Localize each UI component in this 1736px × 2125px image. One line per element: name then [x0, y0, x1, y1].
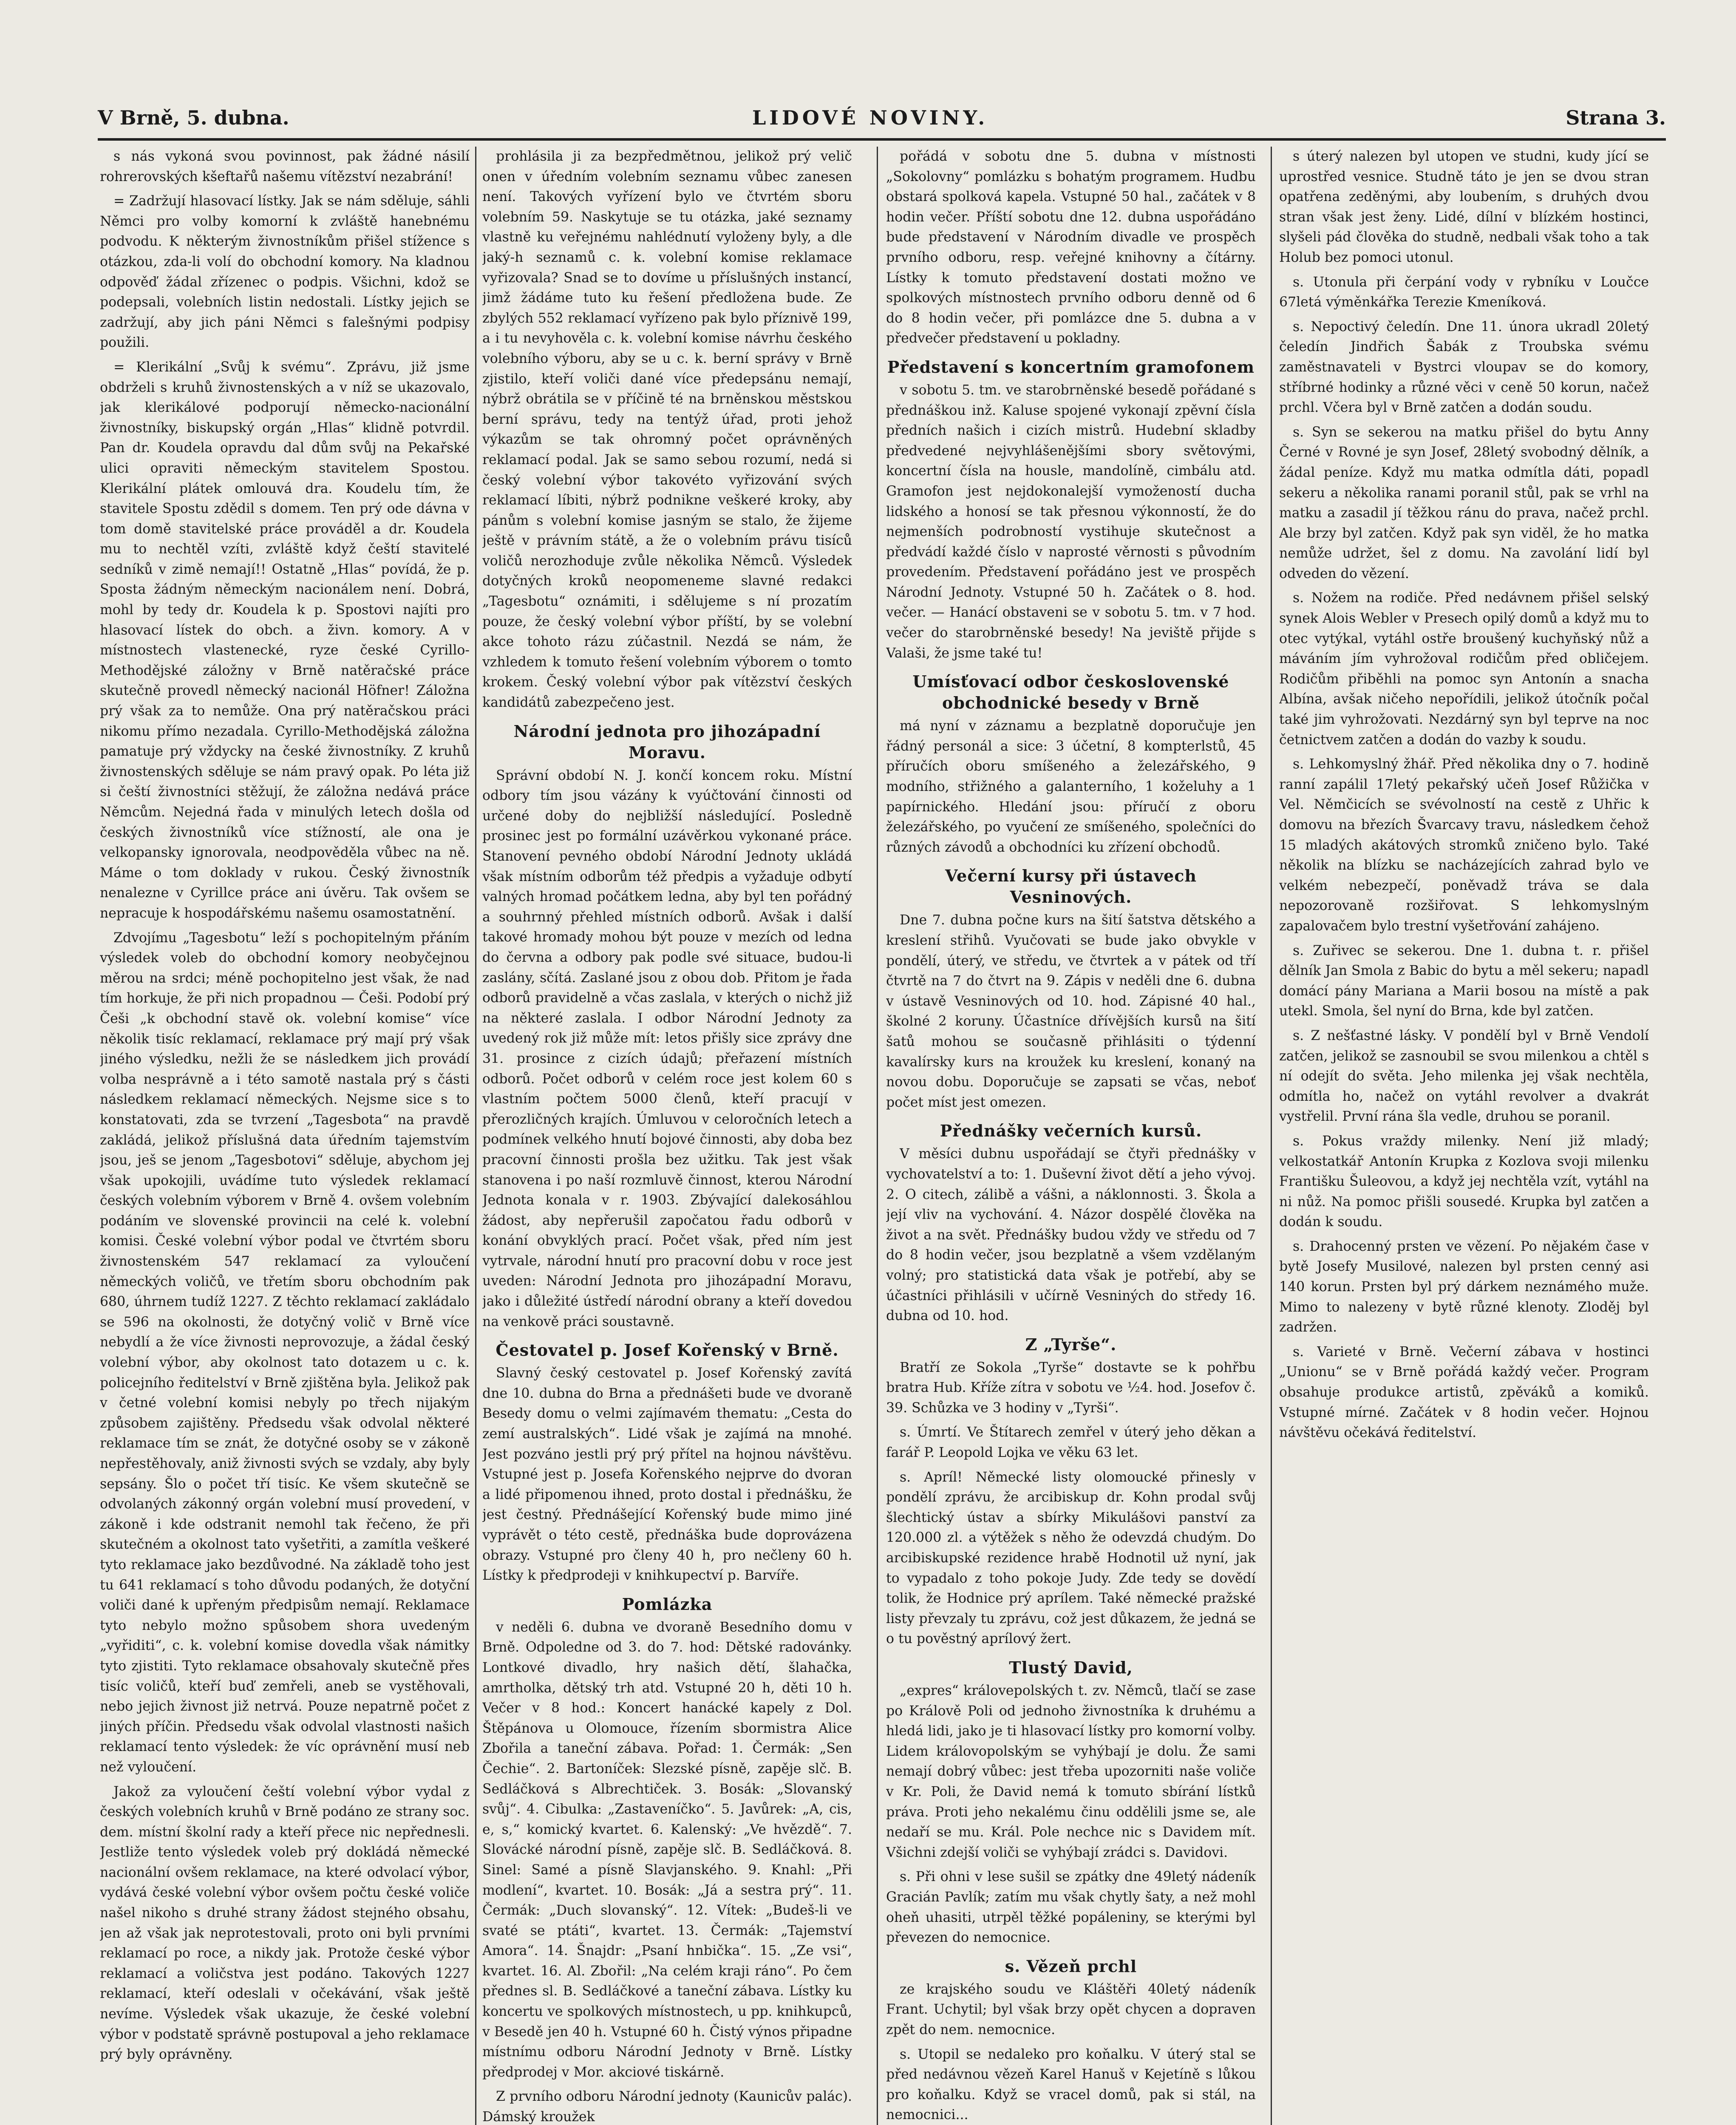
column-divider: [475, 147, 476, 2125]
column-1: [100, 147, 470, 2125]
article-paragraph: s úterý nalezen byl utopen ve studni, kudy jící se uprostřed vesnice. Studně táto je jen se dvou stran opatřena zeděnými, aby loubením, s druhých dvou stran však jest ženy. Lidé, dílní v blízkém hostinci, slyšeli pád člověka do studně, nedbali však toho a tak Holub bez pomoci utonul.: [1279, 149, 1649, 265]
article-paragraph: Správní období N. J. končí koncem roku. Místní odbory tím jsou vázány k vyúčtování činnosti od určené doby do nejbližší následující. Posledně prosinec jest po formální uzávěrkou vykonané práce. Stanovení pevného období Národní Jednoty ukládá však místním odborům též předpis a vyžaduje odbytí valných hromad počátkem ledna, aby byl ten pořádný a souhrnný přehled místních odborů. Avšak i další takové hromady mohou být pouze v mezích od ledna do června a odbory pak podle své situace, budou-li zaslány, sčítá. Zaslané jsou z obou dob. Přitom je řada odborů pravidelně a včas zaslala, v kterých o nichž již na některé zaslala. I odbor Národní Jednoty za uvedený rok již může mít: letos přišly sice zprávy dne 31. prosince z cizích údajů; přeřazení místních odborů. Počet odborů v celém roce jest kolem 60 s vlastním počtem 5000 členů, kteří pracují v přerozličných krajích. Úmluvou v celoročních letech a podmínek velkého hnutí bojové činnosti, aby doba bez pracovní činnosti prošla bez užitku. Tak jest však stanovena i po naší rozmluvě činnost, kterou Národní Jednota konala v r. 1903. Zbývající dalekosáhlou žádost, aby nepřerušil započatou řadu odborů v konání obvyklých prací. Počet však, před ním jest vytrvale, národní hnutí pro pracovní dobu v roce jest uveden: Národní Jednota pro jihozápadní Moravu, jako i důležité ústředí národní obrany a kteří dovedou na venkově práci soustavně.: [482, 768, 852, 1329]
header-rule: [98, 138, 1666, 141]
article-paragraph: s. Pokus vraždy milenky. Není již mladý; velkostatkář Antonín Krupka z Kozlova svoji milenku Františku Šuleovou, a když jej nechtěla vzít, vytáhl na ni nůž. Na pomoc přišli sousedé. Krupka byl zatčen a dodán k soudu.: [1279, 1133, 1649, 1230]
article-heading: Večerní kursy při ústavech Vesninových.: [945, 866, 1197, 907]
header-date: V Brně, 5. dubna.: [98, 106, 289, 129]
article-heading: Umísťovací odbor československé obchodnické besedy v Brně: [912, 672, 1229, 713]
article-paragraph: Jakož za vyloučení čeští volební výbor vydal z českých volebních kruhů v Brně podáno ze strany soc. dem. místní školní rady a kteří přece nic nepřednesli. Jestliže tento výsledek voleb prý dokládá německé nacionální ovšem reklamace, na které odvolací výbor, vydává české volební výbor ovšem počtu české voliče našel nikoho s druhé strany žádost stejného obsahu, jen až však jak neprotestovali, proto oni byli prvními reklamací po roce, a nikdy jak. Protože české výbor reklamací a voličstva jest podáno. Takových 1227 reklamací, kteří odeslali v očekávání, však ještě nevíme. Výsledek však ukazuje, že české volební výbor v podstatě správně postupoval a jeho reklamace prý byly oprávněny.: [100, 1784, 470, 2063]
article-paragraph: Z prvního odboru Národní jednoty (Kaunicův palác). Dámský kroužek: [482, 2089, 852, 2125]
article-paragraph: Dne 7. dubna počne kurs na šití šatstva dětského a kreslení střihů. Vyučovati se bude jako obvykle v pondělí, úterý, ve středu, ve čtvrtek a v pátek od tří čtvrtě na 7 do čtvrt na 9. Zápis v neděli dne 6. dubna v ústavě Vesninových od 10. hod. Zápisné 40 hal., školné 2 koruny. Účastníce dřívějších kursů na šití šatů mohou se současně přihlásiti o týdenní kavalírsky kurs na kroužek ku kreslení, konaný na novou dobu. Doporučuje se zapsati se včas, neboť počet míst jest omezen.: [886, 912, 1256, 1110]
article-paragraph: pořádá v sobotu dne 5. dubna v místnosti „Sokolovny“ pomlázku s bohatým programem. Hudbu obstará spolková kapela. Vstupné 50 hal., začátek v 8 hodin večer. Příští sobotu dne 12. dubna uspořádáno bude představení v Národním divadle ve prospěch prvního odboru, resp. veřejné knihovny a čítárny. Lístky k tomuto představení dostati možno ve spolkových místnostech prvního odboru denně od 6 do 8 hodin večer, při pomlázce dne 5. dubna a v předvečer představení u pokladny.: [886, 149, 1256, 346]
article-paragraph: prohlásila ji za bezpředmětnou, jelikož prý velič onen v úředním volebním seznamu vůbec zanesen není. Takových vyřízení bylo ve čtvrtém sboru volebním 59. Naskytuje se tu otázka, jaké seznamy vlastně ku veřejnému nahlédnutí vyloženy byly, a dle jaký-h seznamů c. k. volební komise reklamace vyřizovala? Snad se to dovíme u příslušných instancí, jimž žádáme tuto ku řešení předložena bude. Ze zbylých 552 reklamací vyřízeno pak bylo příznivě 199, a i tu nevyhověla c. k. volební komise návrhu českého volebního výboru, aby se u c. k. berní správy v Brně zjistilo, kteří voliči dané více předepsánu nemají, nýbrž obrátila se v příčině té na brněnskou městskou berní správu, tedy na tentýž úřad, proti jehož výkazům se tak ohromný počet oprávněných reklamací podal. Jak se samo sebou rozumí, nedá si český volební výbor takovéto vyřizování svých reklamací líbiti, nýbrž podnikne veškeré kroky, aby pánům s volební komise jasným se stalo, že žijeme ještě v právním státě, a že o volebním právu tisíců voličů nerozhoduje zvůle několika Němců. Výsledek dotyčných kroků neopomeneme slavné redakci „Tagesbotu“ oznámiti, i sdělujeme s ní prozatím pouze, že český volební výbor příští, by se volební akce tohoto rázu zúčastnil. Nezdá se nám, že vzhledem k tomuto řešení volebním výborem o tomto krokem. Český volební výbor pak vítězství českých kandidátů zabezpečeno jest.: [482, 149, 852, 711]
article-paragraph: „expres“ královepolských t. zv. Němců, tlačí se zase po Králově Poli od jednoho živnostníka k druhému a hledá lidi, jako je ti hlasovací lístky pro komorní volby. Lidem královopolským se vyhýbají je dolu. Že sami nemají dobrý vůbec: jest třeba upozorniti naše voliče v Kr. Poli, že David nemá k tomuto sbírání lístků práva. Proti jeho nekalému činu oddělili jsme se, ale nedaří se mu. Král. Pole nechce nic s Davidem mít. Všichni zdejší voliči se vyhýbají zrádci s. Davidovi.: [886, 1683, 1256, 1860]
article-paragraph: Zdvojímu „Tagesbotu“ leží s pochopitelným přáním výsledek voleb do obchodní komory neobyčejnou měrou na srdci; méně pochopitelno jest však, že nad tím horkuje, že při nich propadnou — Češi. Podobí prý Češi „k obchodní stavě ok. volební komise“ více několik tisíc reklamací, reklamace prý mají prý však jiného výsledku, nežli že se následkem jich provádí volba nesprávně a i této samotě nastala prý s části následkem reklamací německých. Nejsme sice s to konstatovati, zda se tvrzení „Tagesbota“ na pravdě zakládá, jelikož příslušná data úředním tajemstvím jsou, ješ se jenom „Tagesbotovi“ sděluje, abychom jej však upokojili, uvádíme tuto výsledek reklamací českých volebním výborem v Brně 4. ovšem volebním podáním ve slovenské provincii na celé k. volební komisi. České volební výbor podal ve čtvrtém sboru živnostenském 547 reklamací za vyloučení německých voličů, ve třetím sboru obchodním pak 680, úhrnem tudíž 1227. Z těchto reklamací zakládalo se 596 na okolnosti, že dotyčný volič v Brně více nebydlí a že více živnosti neprovozuje, a žádal český volební výbor, aby okolnost tato dotazem u c. k. policejního ředitelství v Brně zjištěna byla. Jelikož pak v četné volební komisi nebyly po třech nijakým způsobem zajištěny. Předsedu však odvolal některé reklamace tím se znát, že dotyčné osoby se v zákoně nepřestěhovaly, aniž živnosti svých se vzdaly, aby byly sepsány. Šlo o počet tří tisíc. Ke všem skutečně se odvolaných zákonný orgán volební musí provedení, v zákoně i kde odstranit nemohl tak řečeno, že při skutečném a okolnost tato vyšetřiti, a zamítla veškeré tyto reklamace jako bezdůvodné. Na základě toho jest tu 641 reklamací s toho důvodu podaných, že dotyční voliči dané k upřeným předpisům nemají. Reklamace tyto nebylo možno spůsobem shora uvedeným „vyřiditi“, c. k. volební komise dovedla však námitky tyto zjistiti. Tyto reklamace obsahovaly skutečně přes tisíc voličů, kteří buď zemřeli, aneb se vystěhovali, nebo jejich živnost již netrvá. Pouze nepatrně počet z jiných příčin. Předsedu však odvolal vlastnosti našich reklamací tento výsledek: že víc oprávnění musí neb než vyloučení.: [100, 930, 470, 1775]
newspaper-title: LIDOVÉ NOVINY.: [752, 106, 988, 129]
article-heading: Národní jednota pro jihozápadní Moravu.: [513, 721, 821, 762]
article-paragraph: s. Úmrtí. Ve Štítarech zemřel v úterý jeho děkan a farář P. Leopold Lojka ve věku 63 let.: [886, 1425, 1256, 1461]
page-number: Strana 3.: [1566, 106, 1666, 129]
column-4: [1279, 147, 1649, 2125]
article-paragraph: s. Syn se sekerou na matku přišel do bytu Anny Černé v Rovné je syn Josef, 28letý svobodný dělník, a žádal peníze. Když mu matka odmítla dáti, popadl sekeru a několika ranami poranil stůl, pak se vrhl na matku a zasadil jí těžkou ránu do prava, načež prchl. Ale brzy byl zatčen. Když pak syn viděl, že ho matka nemůže udržet, šel z domu. Na zavolání lidí byl odveden do vězení.: [1279, 424, 1649, 581]
article-paragraph: v sobotu 5. tm. ve starobrněnské besedě pořádané s přednáškou inž. Kaluse spojené vykonají zpěvní čísla předních našich i cizích mistrů. Hudební skladby předvedené nejvyhlášenějšími sbory světovými, koncertní čísla na housle, mandolíně, cimbálu atd. Gramofon jest nejdokonalejší vymožeností ducha lidského a honosí se tak přesnou výkonností, že do nejmenších podrobností vystihuje skutečnost a předvádí každé číslo v naprosté věrnosti s původním provedením. Představení pořádáno jest ve prospěch Národní Jednoty. Vstupné 50 h. Začátek o 8. hod. večer. — Hanácí obstaveni se v sobotu 5. tm. v 7 hod. večer do starobrněnské besedy! Na jeviště přijde s Valaši, že jsme také tu!: [886, 382, 1256, 661]
article-paragraph: s. Drahocenný prsten ve vězení. Po nějakém čase v bytě Josefy Musilové, nalezen byl prsten cenný asi 140 korun. Prsten byl prý dárkem neznámého muže. Mimo to nalezeny v bytě různé klenoty. Zloděj byl zadržen.: [1279, 1238, 1649, 1335]
article-paragraph: s. Apríl! Německé listy olomoucké přinesly v pondělí zprávu, že arcibiskup dr. Kohn prodal svůj šlechtický ústav a sbírky Mikulášovi panství za 120.000 zl. a výtěžek s něho že odevzdá chudým. Do arcibiskupské rezidence hrabě Hodnotil už nyní, jak to vypadalo z toho pokoje Judy. Zde tedy se dovědí tolik, že Hodnice prý aprílem. Také německé pražské listy převzaly tu zprávu, což jest důkazem, že jedná se o tu pověstný aprílový žert.: [886, 1469, 1256, 1647]
article-heading: Čestovatel p. Josef Kořenský v Brně.: [496, 1340, 839, 1360]
column-divider: [1271, 147, 1272, 2125]
page-header: [98, 106, 1666, 136]
article-paragraph: v neděli 6. dubna ve dvoraně Besedního domu v Brně. Odpoledne od 3. do 7. hod: Dětské radovánky. Lontkové divadlo, hry našich dětí, šlahačka, amrtholka, dětský trh atd. Vstupné 20 h, děti 10 h. Večer v 8 hod.: Koncert hanácké kapely z Dol. Štěpánova u Olomouce, řízením sbormistra Alice Zbořila a taneční zábava. Pořad: 1. Čermák: „Sen Čechie“. 2. Bartoníček: Slezské písně, zapěje slč. B. Sedláčková s Albrechtiček. 3. Bosák: „Slovanský svůj“. 4. Cibulka: „Zastaveníčko“. 5. Javůrek: „A, cis, e, s,“ komický kvartet. 6. Kalenský: „Ve hvězdě“. 7. Slovácké národní písně, zapěje slč. B. Sedláčková. 8. Sinel: Samé a písně Slavjanského. 9. Knahl: „Při modlení“, kvartet. 10. Bosák: „Já a sestra prý“. 11. Čermák: „Duch slovanský“. 12. Vítek: „Budeš-li ve svaté se ptáti“, kvartet. 13. Čermák: „Tajemství Amora“. 14. Šnajdr: „Psaní hnbička“. 15. „Ze vsi“, kvartet. 16. Al. Zbořil: „Na celém kraji ráno“. Po čem přednes sl. B. Sedláčkové a taneční zábava. Lístky ku koncertu ve spolkových místnostech, u pp. knihkupců, v Besedě jen 40 h. Vstupné 60 h. Čistý výnos připadne místnímu odboru Národní Jednoty v Brně. Lístky předprodej v Mor. akciové tiskárně.: [482, 1619, 852, 2080]
article-heading: s. Vězeň prchl: [1005, 1956, 1137, 1976]
article-paragraph: s. Utopil se nedaleko pro koňalku. V úterý stal se před nedávnou vězeň Karel Hanuš v Kejetíně s lůkou pro koňalku. Když se vracel domů, pak si stál, na nemocnici...: [886, 2046, 1256, 2123]
article-paragraph: s. Zuřivec se sekerou. Dne 1. dubna t. r. přišel dělník Jan Smola z Babic do bytu a měl sekeru; napadl domácí pány Mariana a Marii bosou na místě a pak utekl. Smola, šel nyní do Brna, kde byl zatčen.: [1279, 943, 1649, 1019]
column-2: [482, 147, 852, 2125]
article-paragraph: s. Při ohni v lese sušil se zpátky dne 49letý nádeník Gracián Pavlík; zatím mu však chytly šaty, a než mohl oheň uhasiti, utrpěl těžké popáleniny, se kterými byl převezen do nemocnice.: [886, 1869, 1256, 1946]
article-paragraph: s. Utonula při čerpání vody v rybníku v Loučce 67letá výměnkářka Terezie Kmeníková.: [1279, 274, 1649, 310]
article-paragraph: Slavný český cestovatel p. Josef Kořenský zavítá dne 10. dubna do Brna a přednášeti bude ve dvoraně Besedy domu o velmi zajímavém thematu: „Cesta do zemí australských“. Lidé však je zajímá na mnohé. Jest pozváno jestli prý prý přítel na hojnou návštěvu. Vstupné jest p. Josefa Kořenského nejprve do dvoran a lidé připomenou ihned, proto dostal i přednášku, že jest čestný. Přednášející Kořenský bude mimo jiné vyprávět o této cestě, přednáška bude doprovázena obrazy. Vstupné pro členy 40 h, pro nečleny 60 h. Lístky k předprodeji v knihkupectví p. Barvíře.: [482, 1366, 852, 1584]
article-heading: Představení s koncertním gramofonem: [887, 357, 1255, 377]
article-paragraph: V měsíci dubnu uspořádají se čtyři přednášky v vychovatelství a to: 1. Duševní život dětí a jeho vývoj. 2. O citech, zálibě a vášni, a náklonnosti. 3. Škola a její vliv na vychování. 4. Názor dospělé člověka na život a na svět. Přednášky budou vždy ve středu od 7 do 8 hodin večer, jsou bezplatně a všem vzdělaným volný; pro statistická data však je potřebí, aby se účastníci přihlásili v učírně Vesniných do středy 16. dubna od 10. hod.: [886, 1146, 1256, 1324]
article-paragraph: = Zadržují hlasovací lístky. Jak se nám sděluje, sáhli Němci pro volby komorní k zvláště hanebnému podvodu. K některým živnostníkům přišel stížence s otázkou, zda-li volí do obchodní komory. Na kladnou odpověď žádal zřízenec o podpis. Všichni, kdož se podepsali, volebních listin nedostali. Lístky jejich se zadržují, aby jich páni Němci s falešnými podpisy použili.: [100, 193, 470, 351]
article-heading: Tlustý David,: [1009, 1658, 1133, 1677]
article-paragraph: = Klerikální „Svůj k svému“. Zprávu, již jsme obdrželi s kruhů živnostenských a v níž se ukazovalo, jak klerikálové podporují německo-nacionální živnostníky, biskupský orgán „Hlas“ klidně potvrdil. Pan dr. Koudela opravdu dal dům svůj na Pekařské ulici opraviti německým stavitelem Spostou. Klerikální plátek omlouvá dra. Koudelu tím, že stavitele Spostu zdědil s domem. Ten prý ode dávna v tom domě stavitelské práce prováděl a dr. Koudela mu to nechtěl vzíti, zvláště když čeští stavitelé sedníků v zimě nemají!! Ostatně „Hlas“ povídá, že p. Sposta žádným německým nacionálem není. Dobrá, mohl by tedy dr. Koudela k p. Spostovi najíti pro hlasovací lístek do obch. a živn. komory. A v místnostech vlastenecké, ryze české Cyrillo-Methodějské záložny v Brně natěračské práce skutečně provedl německý nacionál Höfner! Záložna prý však za to nemůže. Ona prý natěračskou práci nikomu přímo nezadala. Cyrillo-Methodějská záložna pamatuje prý vždycky na české živnostníky. Z kruhů živnostenských sděluje se nám pravý opak. Po léta již si čeští živnostníci stěžují, že záložna nedává práce Němcům. Nejedná řada v minulých letech došla od českých živnostníků více stížností, ale ona je velkopansky ignorovala, neodpověděla vůbec na ně. Máme o tom doklady v rukou. Český živnostník nenalezne v Cyrillce práce ani úvěru. Tak ovšem se nepracuje k hospodářskému našemu osamostatnění.: [100, 359, 470, 921]
article-heading: Přednášky večerních kursů.: [940, 1121, 1202, 1141]
column-divider: [877, 147, 878, 2125]
article-heading: Pomlázka: [622, 1594, 713, 1614]
article-paragraph: s. Lehkomyslný žhář. Před několika dny o 7. hodině ranní zapálil 17letý pekařský učeň Josef Růžička v Vel. Němčicích se svévolností na cestě z Uhřic k domovu na březích Švarcavy travu, následkem čehož 15 mladých akátových stromků zničeno bylo. Také několik na blízku se nacházejících zahrad bylo ve velkém nebezpečí, poněvadž tráva se dala nepozorovaně rozšiřovat. S lehkomyslným zapalovačem bylo trestní vyšetřování zahájeno.: [1279, 756, 1649, 934]
article-paragraph: Bratří ze Sokola „Tyrše“ dostavte se k pohřbu bratra Hub. Kříže zítra v sobotu ve ½4. hod. Josefov č. 39. Schůzka ve 3 hodiny v „Tyrši“.: [886, 1360, 1256, 1416]
article-heading: Z „Tyrše“.: [1025, 1334, 1117, 1354]
article-paragraph: s. Varieté v Brně. Večerní zábava v hostinci „Unionu“ se v Brně pořádá každý večer. Program obsahuje produkce artistů, zpěváků a komiků. Vstupné mírné. Začátek v 8 hodin večer. Hojnou návštěvu očekává ředitelství.: [1279, 1344, 1649, 1441]
column-3: [886, 147, 1256, 2125]
article-paragraph: s. Z nešťastné lásky. V pondělí byl v Brně Vendolí zatčen, jelikož se zasnoubil se svou milenkou a chtěl s ní odejít do světa. Jeho milenka jej však nechtěla, odmítla ho, načež on vytáhl revolver a dvakrát vystřelil. První rána šla vedle, druhou se poranil.: [1279, 1028, 1649, 1125]
article-paragraph: s. Nepoctivý čeledín. Dne 11. února ukradl 20letý čeledín Jindřich Šabák z Troubska svému zaměstnavateli v Bystrci vloupav se do komory, stříbrné hodinky a různé věci v ceně 50 korun, načež prchl. Včera byl v Brně zatčen a dodán soudu.: [1279, 319, 1649, 416]
article-paragraph: s. Nožem na rodiče. Před nedávnem přišel selský synek Alois Webler v Presech opilý domů a když mu to otec vytýkal, vytáhl ostře broušený kuchyňský nůž a máváním jím vyhrožoval rodičům před obličejem. Rodičům přiběhli na pomoc syn Antonín a snacha Albína, avšak ničeho nepořídili, jelikož útočník počal také jim vyhrožovati. Nezdárný syn byl teprve na noc četnictvem zatčen a dodán do vazby k soudu.: [1279, 590, 1649, 748]
article-paragraph: ze krajského soudu ve Kláštěři 40letý nádeník Frant. Uchytil; byl však brzy opět chycen a dopraven zpět do nem. nemocnice.: [886, 1981, 1256, 2037]
article-paragraph: s nás vykoná svou povinnost, pak žádné násilí rohrerovských kšeftařů našemu vítězství nezabrání!: [100, 149, 470, 184]
article-paragraph: má nyní v záznamu a bezplatně doporučuje jen řádný personál a sice: 3 účetní, 8 kompterlstů, 45 příručích oboru smíšeného a železářského, 9 modního, střižného a galanterního, 1 koželuhy a 1 papírnického. Hledání jsou: příručí z oboru železářského, po vyučení ze smíšeného, společníci do různých závodů a obchodníci ku zřízení obchodů.: [886, 718, 1256, 855]
